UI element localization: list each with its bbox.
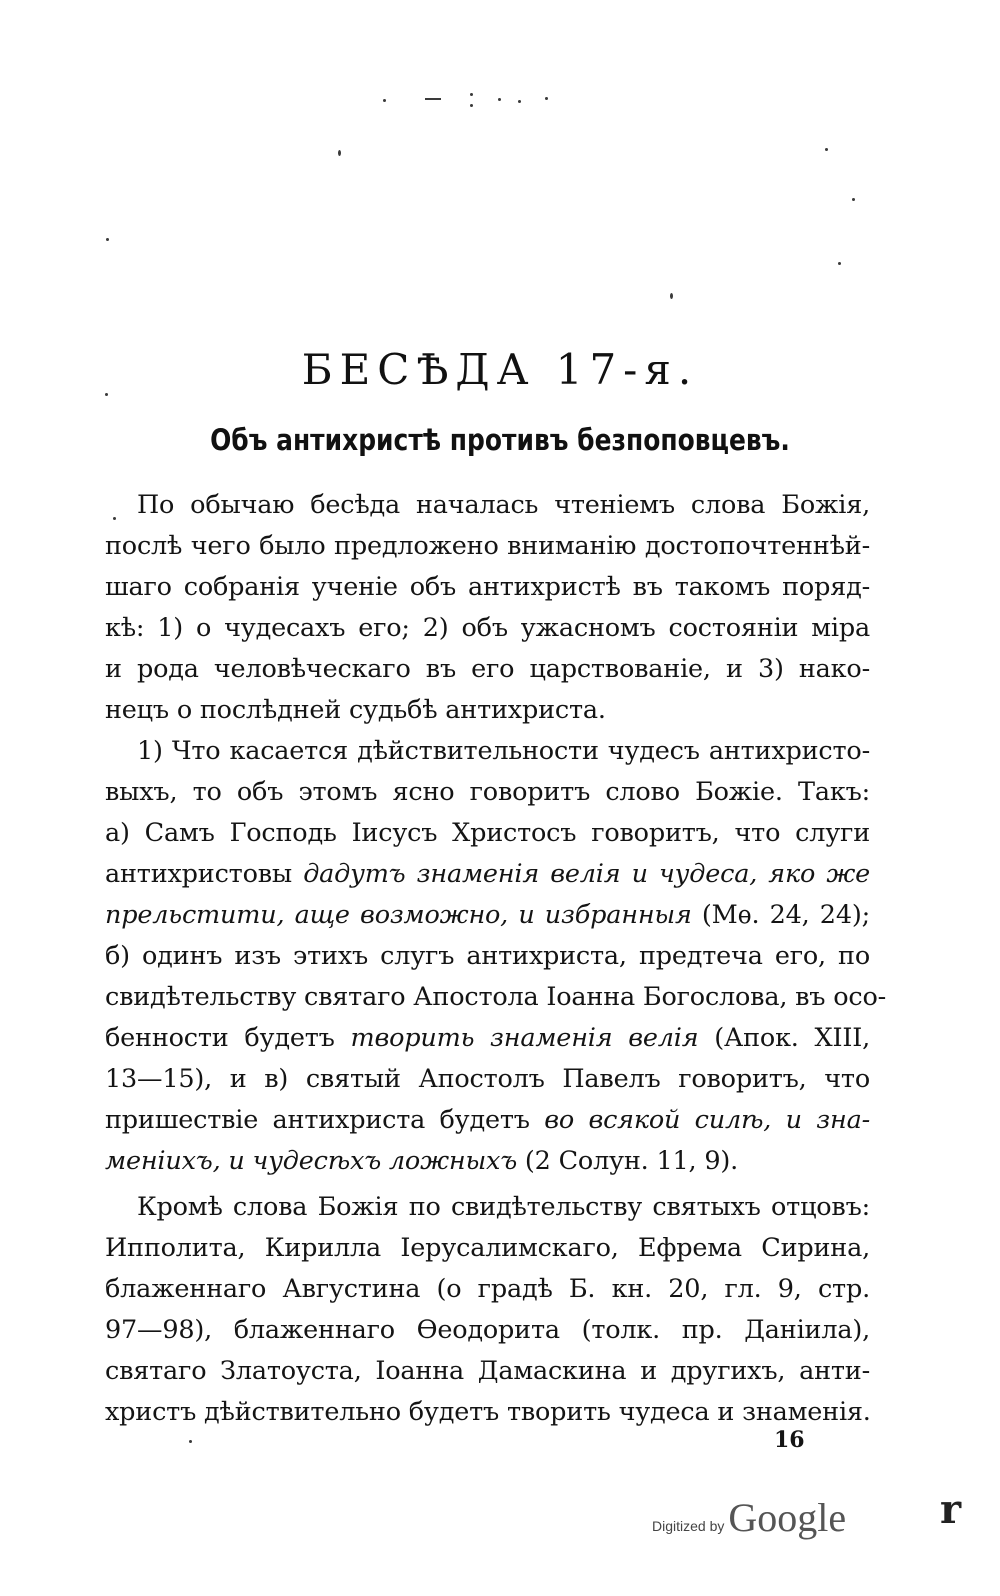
line-text: а) Самъ Господь Іисусъ Христосъ говоритъ, что слуги [105,818,870,848]
scan-speck [670,293,673,299]
line-text: христъ дѣйствительно будетъ творить чудеса и знаменія. [105,1397,871,1427]
text-line [105,977,887,1018]
text-line [105,608,870,649]
text-line [105,1392,870,1433]
chapter-subtitle: Объ антихристѣ противъ безпоповцевъ. [210,423,790,457]
line-text: 97—98), блаженнаго Ѳеодорита (толк. пр. Даніила), [105,1315,870,1345]
scan-speck [383,99,386,102]
text-line [105,526,870,567]
line-text: святаго Златоуста, Іоанна Дамаскина и другихъ, анти- [105,1356,870,1386]
scan-speck [498,98,501,101]
text-line [105,1228,870,1269]
page-number: 16 [774,1427,805,1453]
line-text: послѣ чего было предложено вниманію достопочтеннѣй- [105,531,870,561]
text-line [105,690,870,731]
line-text: кѣ: 1) о чудесахъ его; 2) объ ужасномъ состояніи міра [105,613,870,643]
text-line [105,772,870,813]
line-text: блаженнаго Августина (о градѣ Б. кн. 20, гл. 9, стр. [105,1274,870,1304]
line-text: 13—15), и в) святый Апостолъ Павелъ говоритъ, что [105,1064,870,1094]
italic-quote: во всякой силѣ, и зна- [544,1105,870,1135]
line-text-tail: (Апок. XIII, [698,1023,870,1053]
text-line [105,895,870,936]
scan-speck [470,93,473,96]
text-line [105,1141,870,1182]
line-text: свидѣтельству святаго Апостола Іоанна Богослова, въ осо- [105,982,887,1012]
line-text: Кромѣ слова Божія по свидѣтельству святыхъ отцовъ: [137,1192,870,1222]
line-text: б) одинъ изъ этихъ слугъ антихриста, предтеча его, по [105,941,870,971]
digitized-watermark [652,1494,846,1541]
italic-quote: меніихъ, и чудесѣхъ ложныхъ [105,1146,518,1176]
scan-speck [852,198,855,201]
text-line [105,1310,870,1351]
text-line [105,485,870,526]
line-text: шаго собранія ученіе объ антихристѣ въ такомъ поряд- [105,572,870,602]
text-line [105,731,870,772]
scan-speck [825,148,828,151]
scan-speck [338,150,341,156]
text-line [105,1269,870,1310]
text-line [105,649,870,690]
text-line [105,813,870,854]
scan-speck [545,97,548,100]
scan-speck [838,262,841,265]
italic-quote: прельстити, аще возможно, и избранныя [105,900,702,930]
scan-mark [425,98,441,100]
scan-speck [106,238,109,241]
line-text: антихристовы [105,859,304,889]
text-line [105,1351,870,1392]
body-text [105,485,887,1433]
italic-quote: творить знаменія велія [350,1023,699,1053]
line-text: Ипполита, Кирилла Іерусалимскаго, Ефрема Сирина, [105,1233,870,1263]
chapter-heading: БЕСѢДА 17-я. [301,345,699,394]
line-text: и рода человѣческаго въ его царствованіе, и 3) нако- [105,654,870,684]
text-line [105,1187,870,1228]
line-text: пришествіе антихриста будетъ [105,1105,545,1135]
line-text: (2 Солун. 11, 9). [517,1146,739,1176]
text-line [105,567,870,608]
google-logo: Google [728,1495,847,1540]
text-line [105,1100,870,1141]
line-text: выхъ, то объ этомъ ясно говоритъ слово Божіе. Такъ: [105,777,870,807]
text-line [105,1018,870,1059]
scan-speck [470,104,473,107]
corner-mark: r [940,1486,962,1533]
scan-speck [518,100,521,103]
text-line [105,854,870,895]
scan-speck [189,1440,192,1443]
line-text: 1) Что касается дѣйствительности чудесъ антихристо- [137,736,870,766]
text-line [105,1059,870,1100]
line-text: (Мѳ. 24, 24); [701,900,870,930]
line-text: нецъ о послѣдней судьбѣ антихриста. [105,695,606,725]
text-line [105,936,870,977]
watermark-prefix: Digitized by [652,1518,725,1534]
italic-quote: дадутъ знаменія велія и чудеса, яко же [303,859,870,889]
line-text: По обычаю бесѣда началась чтеніемъ слова Божія, [137,490,870,520]
line-text: бенности будетъ [105,1023,351,1053]
